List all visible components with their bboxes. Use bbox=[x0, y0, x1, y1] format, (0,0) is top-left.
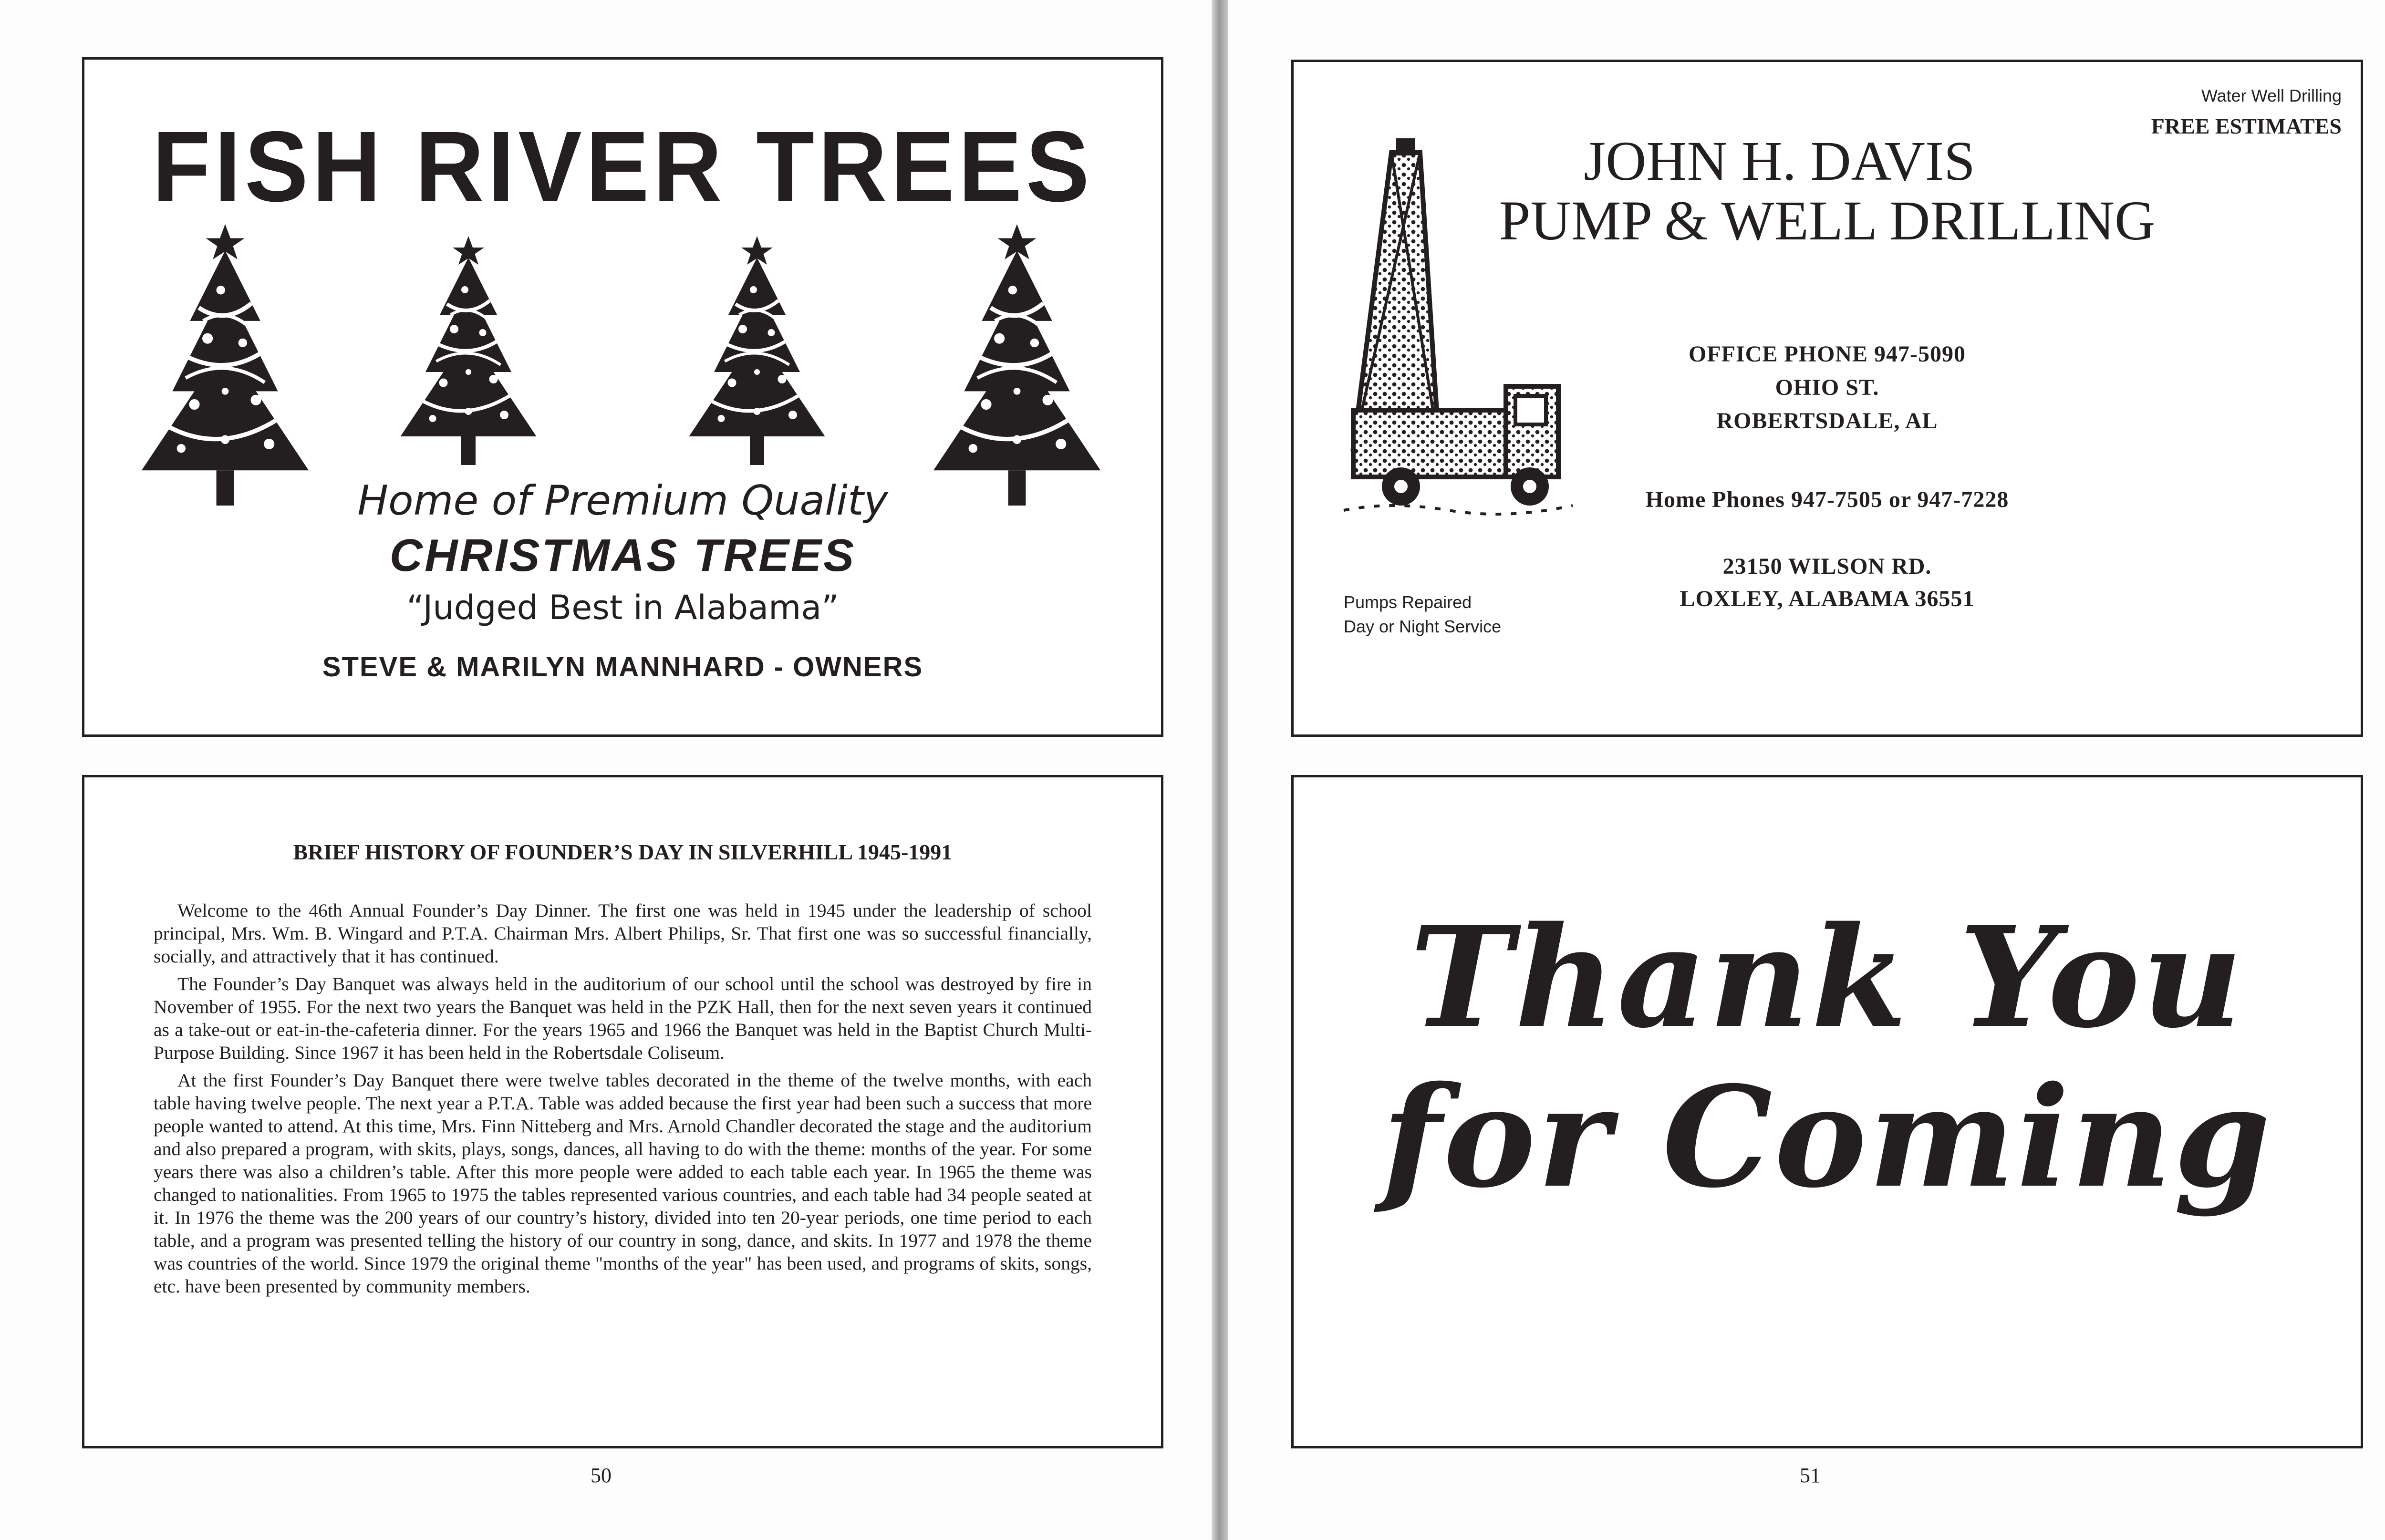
history-paragraph: At the first Founder’s Day Banquet there were twelve tables decorated in the theme of the twelve months, with each table having twelve people. The next year a P.T.A. Table was added because the first year had been such a success that more people wanted to attend. At this time, Mrs. Finn Nitteberg and Mrs. Arnold Chandler decorated the stage and the auditorium and also prepared a program, with skits, plays, songs, dances, all having to do with the theme: months of the year. For some years there was also a children’s table. After this more people were added to each table each year. In 1965 the theme was changed to nationalities. From 1965 to 1975 the tables represented various countries, and each table had 34 people seated at it. In 1976 the theme was the 200 years of our country’s history, divided into ten 20-year periods, one time period to each table, and a program was presented telling the history of our country in song, dance, and skits. In 1977 and 1978 the theme was countries of the world. Since 1979 the original theme "months of the year" has been used, and programs of skits, songs, etc. have been presented by community members. bbox=[154, 1070, 1092, 1297]
history-title: BRIEF HISTORY OF FOUNDER’S DAY IN SILVERHILL 1945-1991 bbox=[293, 840, 953, 864]
page-number: 50 bbox=[591, 1464, 612, 1487]
tagline: Home of Premium Quality bbox=[357, 477, 888, 525]
christmas-tree-icon bbox=[137, 224, 313, 506]
fish-river-ad bbox=[82, 57, 1163, 737]
product-heading: CHRISTMAS TREES bbox=[389, 530, 856, 581]
pumps-repaired: Pumps Repaired bbox=[1344, 592, 1472, 612]
quote: “Judged Best in Alabama” bbox=[406, 588, 839, 627]
office-phone: OFFICE PHONE 947-5090 bbox=[1689, 341, 1966, 367]
book-gutter bbox=[1212, 0, 1228, 1540]
address-line-1: 23150 WILSON RD. bbox=[1722, 554, 1932, 579]
history-paragraph: The Founder’s Day Banquet was always held in the auditorium of our school until the school was destroyed by fire in November of 1955. For the next two years the Banquet was held in the PZK Hall, then for the next seven years it continued as a take-out or eat-in-the-cafeteria dinner. For the years 1965 and 1966 the Banquet was held in the Baptist Church Multi-Purpose Building. Since 1967 it has been held in the Robertsdale Coliseum. bbox=[154, 973, 1092, 1063]
service-label: Water Well Drilling bbox=[2201, 86, 2342, 105]
home-phones: Home Phones 947-7505 or 947-7228 bbox=[1645, 487, 2009, 512]
city: ROBERTSDALE, AL bbox=[1716, 408, 1938, 434]
davis-ad bbox=[1291, 60, 2363, 737]
christmas-tree-icon bbox=[397, 224, 540, 477]
for-coming-line: for Coming bbox=[1382, 1056, 2272, 1219]
street: OHIO ST. bbox=[1775, 375, 1879, 400]
ad-title: FISH RIVER TREES bbox=[152, 111, 1093, 223]
history-box bbox=[82, 775, 1163, 1448]
christmas-tree-icon bbox=[685, 224, 829, 477]
thank-you-box bbox=[1291, 775, 2363, 1448]
davis-name: JOHN H. DAVIS bbox=[1584, 130, 1975, 192]
right-page bbox=[1228, 0, 2385, 1540]
page-number: 51 bbox=[1800, 1464, 1821, 1487]
thank-you-line: Thank You bbox=[1410, 897, 2245, 1059]
address-line-2: LOXLEY, ALABAMA 36551 bbox=[1680, 586, 1975, 611]
history-body bbox=[154, 899, 1092, 1302]
owners-line: STEVE & MARILYN MANNHARD - OWNERS bbox=[322, 651, 923, 682]
service-hours: Day or Night Service bbox=[1344, 617, 1502, 636]
free-estimates: FREE ESTIMATES bbox=[2151, 114, 2342, 138]
history-paragraph: Welcome to the 46th Annual Founder’s Day Dinner. The first one was held in 1945 under the leadership of school principal, Mrs. Wm. B. Wingard and P.T.A. Chairman Mrs. Albert Philips, Sr. That first one was so successful financially, socially, and attractively that it has continued. bbox=[154, 900, 1092, 967]
davis-business: PUMP & WELL DRILLING bbox=[1499, 189, 2156, 252]
christmas-tree-icon bbox=[929, 224, 1105, 506]
